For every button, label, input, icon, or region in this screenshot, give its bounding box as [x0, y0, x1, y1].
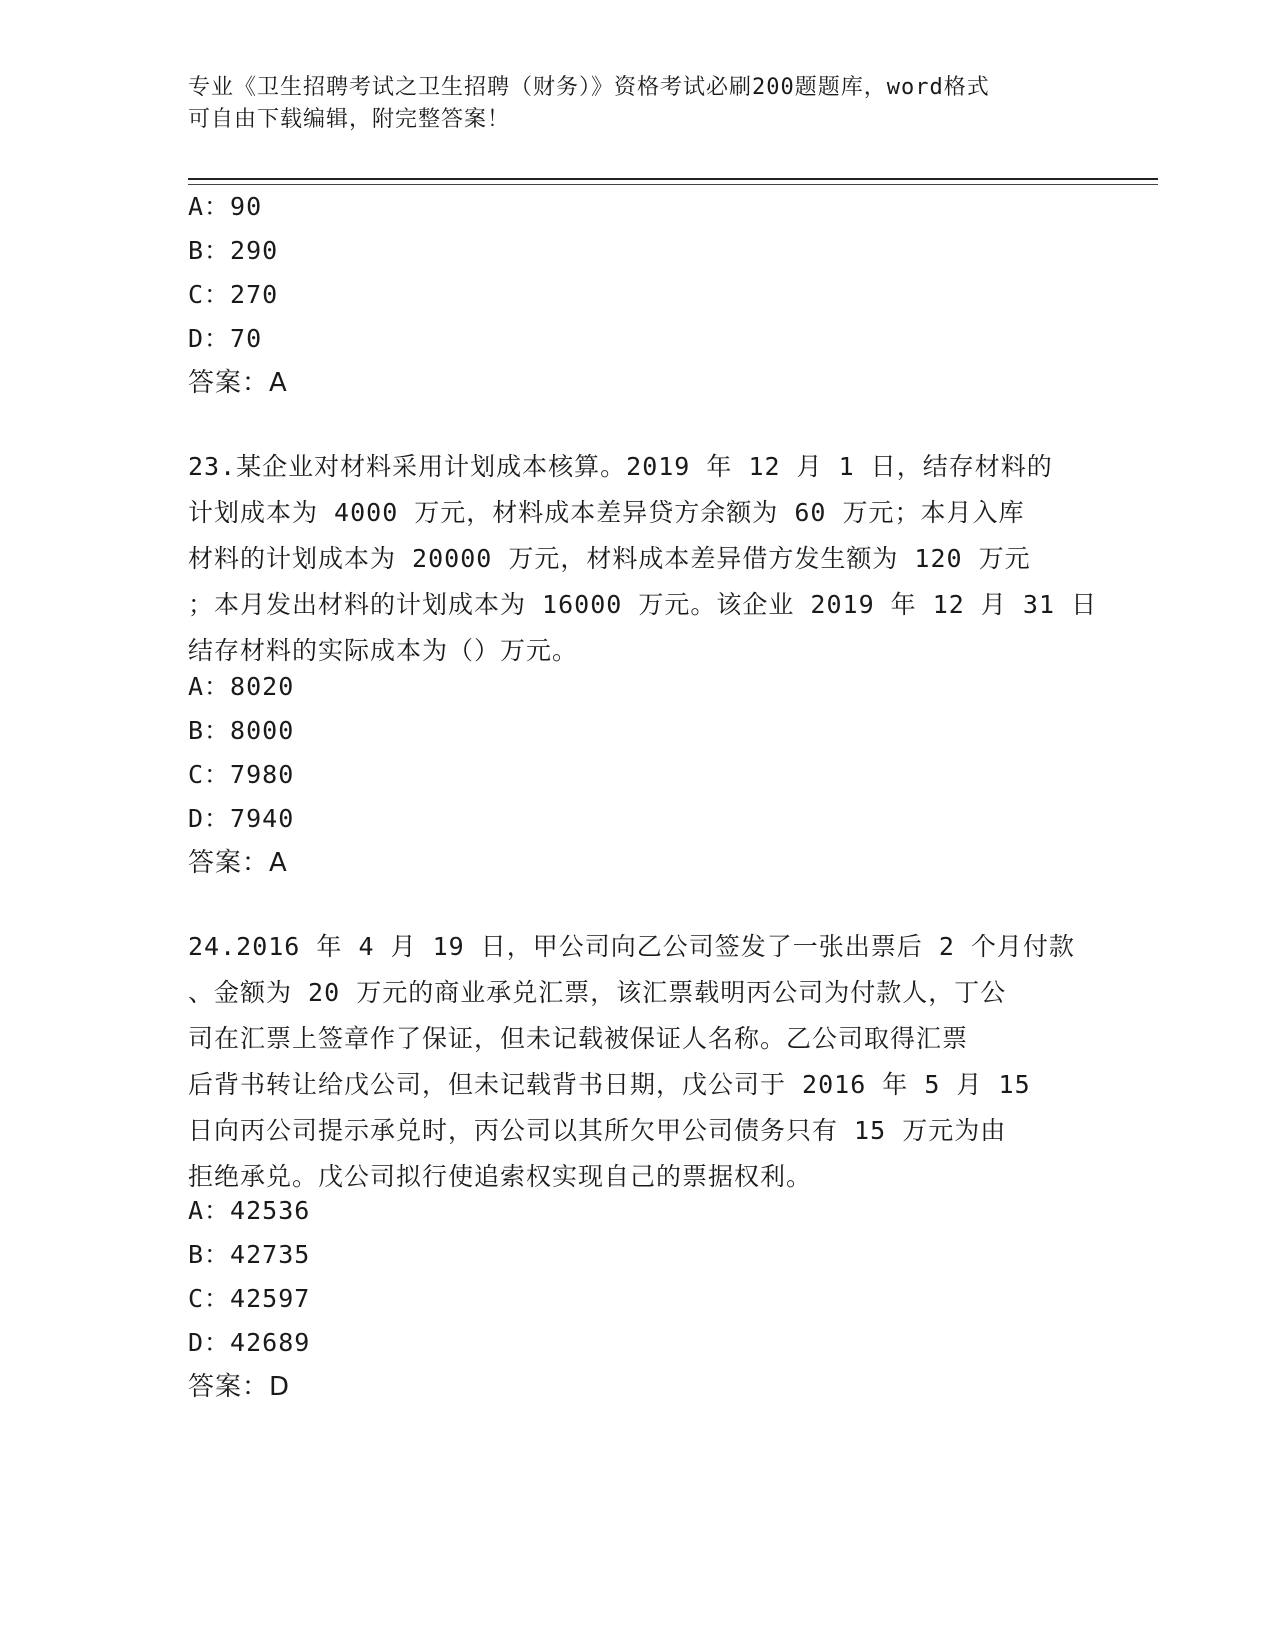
q22-option-b: B：290 [188, 236, 279, 265]
q24-line-6: 拒绝承兑。戊公司拟行使追索权实现自己的票据权利。 [188, 1162, 813, 1191]
q24-line-3: 司在汇票上签章作了保证，但未记载被保证人名称。乙公司取得汇票 [188, 1024, 969, 1053]
q22-option-c: C：270 [188, 280, 279, 309]
q24-line-1: 24.2016 年 4 月 19 日，甲公司向乙公司签发了一张出票后 2 个月付款 [188, 932, 1075, 961]
header-rule-thin [188, 184, 1158, 185]
q24-line-5: 日向丙公司提示承兑时，丙公司以其所欠甲公司债务只有 15 万元为由 [188, 1116, 1007, 1145]
q23-line-4: ；本月发出材料的计划成本为 16000 万元。该企业 2019 年 12 月 31 日 [188, 590, 1098, 619]
q22-option-d: D：70 [188, 324, 263, 353]
q23-option-b: B：8000 [188, 716, 295, 745]
q23-option-c: C：7980 [188, 760, 295, 789]
q24-option-b: B：42735 [188, 1240, 311, 1269]
q23-line-5: 结存材料的实际成本为（）万元。 [188, 636, 579, 665]
q24-option-d: D：42689 [188, 1328, 311, 1357]
q23-option-d: D：7940 [188, 804, 295, 833]
q23-line-1: 23.某企业对材料采用计划成本核算。2019 年 12 月 1 日，结存材料的 [188, 452, 1053, 481]
q23-line-2: 计划成本为 4000 万元，材料成本差异贷方余额为 60 万元；本月入库 [188, 498, 1025, 527]
q24-option-a: A：42536 [188, 1196, 311, 1225]
q23-option-a: A：8020 [188, 672, 295, 701]
q23-answer: 答案：A [188, 848, 288, 878]
q23-line-3: 材料的计划成本为 20000 万元，材料成本差异借方发生额为 120 万元 [188, 544, 1031, 573]
q22-option-a: A：90 [188, 192, 263, 221]
q24-option-c: C：42597 [188, 1284, 311, 1313]
q24-line-4: 后背书转让给戊公司，但未记载背书日期，戊公司于 2016 年 5 月 15 [188, 1070, 1031, 1099]
header-rule-thick [188, 178, 1158, 180]
q24-line-2: 、金额为 20 万元的商业承兑汇票，该汇票载明丙公司为付款人，丁公 [188, 978, 1007, 1007]
header-line-1: 专业《卫生招聘考试之卫生招聘（财务）》资格考试必刷200题题库，word格式 [188, 75, 990, 100]
header-line-2: 可自由下载编辑，附完整答案！ [188, 107, 511, 132]
document-header [188, 72, 1078, 136]
q22-answer: 答案：A [188, 368, 288, 398]
q24-question [188, 924, 1088, 1200]
q24-answer: 答案：D [188, 1372, 291, 1402]
q23-question [188, 444, 1098, 674]
